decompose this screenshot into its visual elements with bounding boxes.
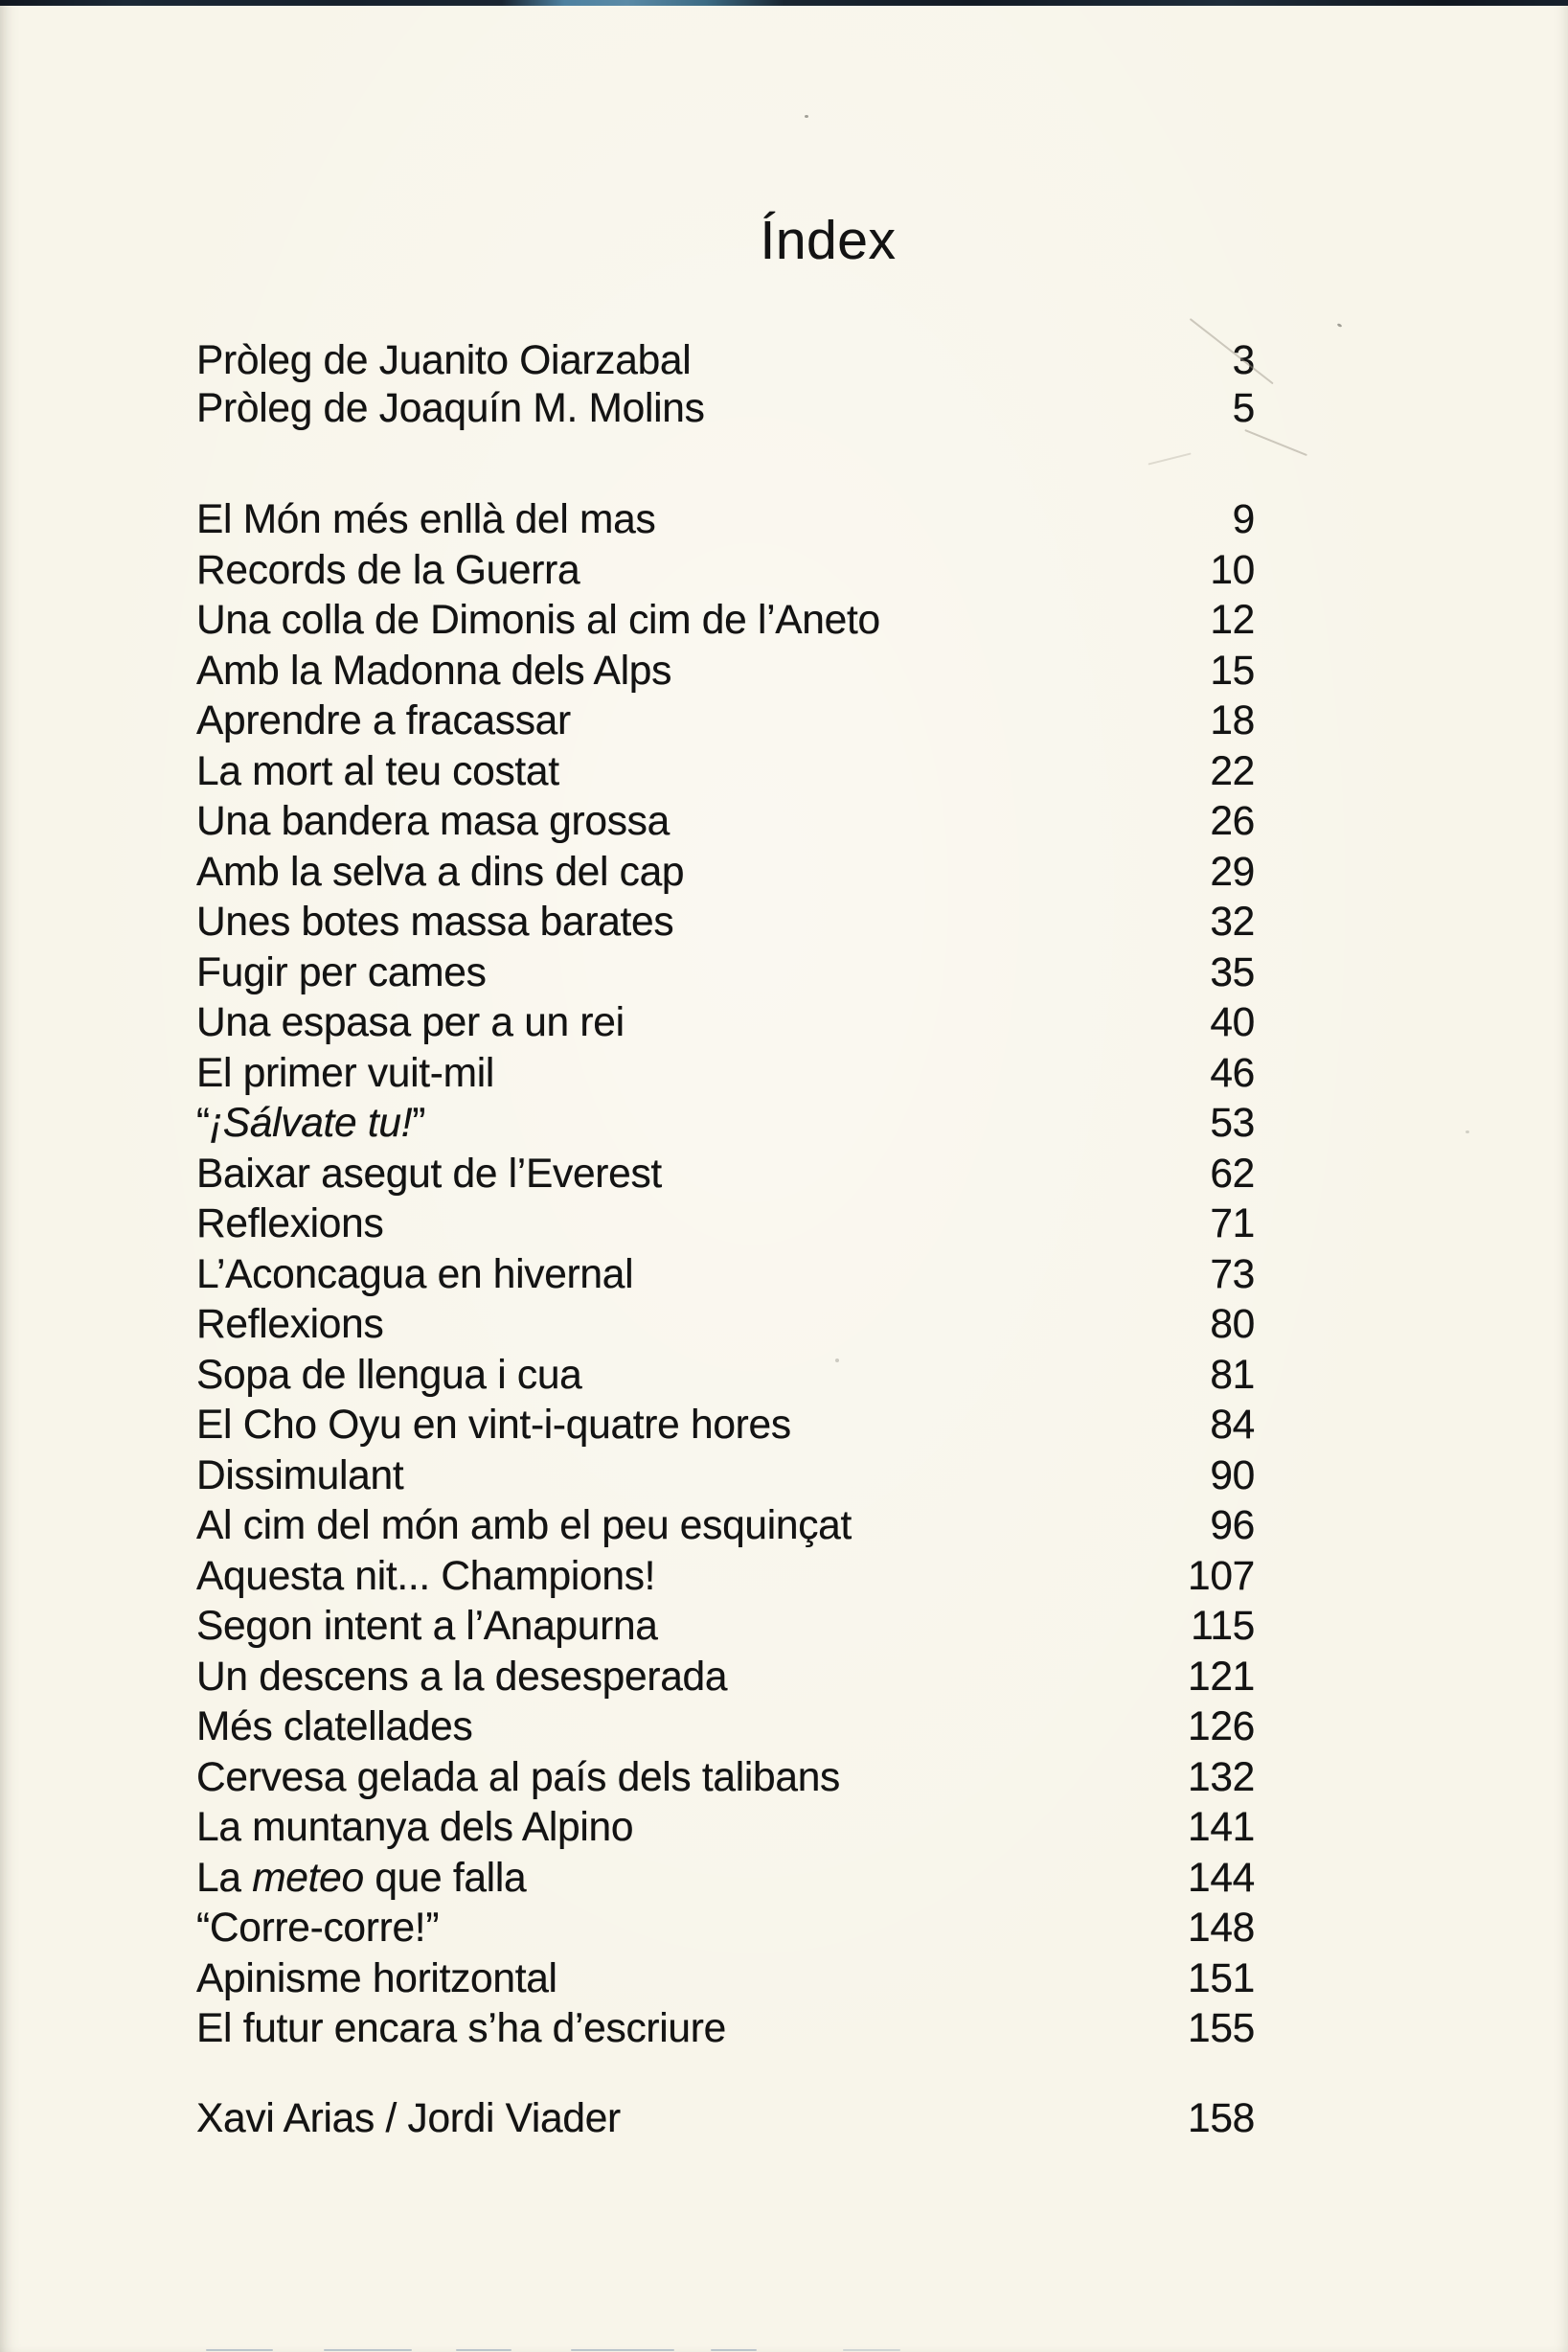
toc-entry-page: 151	[1187, 1955, 1255, 2001]
toc-entry-label: Més clatellades	[196, 1704, 473, 1749]
toc-entry-label: Aquesta nit... Champions!	[196, 1553, 656, 1599]
toc-entry-label: El primer vuit-mil	[196, 1050, 495, 1096]
toc-entry-label: Records de la Guerra	[196, 547, 580, 593]
toc-row	[196, 1702, 1255, 1753]
toc-entry-page: 46	[1210, 1050, 1255, 1096]
toc-entry-label: Aprendre a fracassar	[196, 698, 571, 743]
toc-entry-label: La mort al teu costat	[196, 748, 559, 794]
toc-entry-label: Cervesa gelada al país dels talibans	[196, 1754, 840, 1800]
toc-row	[196, 546, 1255, 597]
toc-entry-label: Un descens a la desesperada	[196, 1654, 728, 1700]
toc-entry-page: 73	[1210, 1251, 1255, 1297]
scan-bottom-mark	[324, 2349, 412, 2352]
toc-entry-page: 132	[1187, 1754, 1255, 1800]
scan-bottom-mark	[571, 2349, 674, 2352]
toc-entry-label: Al cim del món amb el peu esquinçat	[196, 1503, 852, 1548]
scan-speck-artifact	[805, 115, 808, 118]
toc-entry-label: Reflexions	[196, 1302, 384, 1347]
toc-entry-page: 84	[1210, 1403, 1255, 1448]
toc-row	[196, 1653, 1255, 1703]
toc-row	[196, 1150, 1255, 1200]
toc-row	[196, 1199, 1255, 1250]
toc-entry-label: El Cho Oyu en vint-i-quatre hores	[196, 1403, 791, 1448]
toc-row	[196, 1300, 1255, 1351]
table-of-contents	[196, 337, 1255, 2144]
toc-entry-page: 40	[1210, 1000, 1255, 1045]
toc-row	[196, 1351, 1255, 1402]
toc-row	[196, 948, 1255, 999]
toc-entry-label: La meteo que falla	[196, 1855, 527, 1901]
toc-entry-label: Segon intent a l’Anapurna	[196, 1604, 658, 1649]
toc-entry-page: 26	[1210, 799, 1255, 844]
toc-row	[196, 1501, 1255, 1552]
toc-row	[196, 596, 1255, 647]
toc-entry-page: 115	[1191, 1604, 1255, 1649]
toc-entry-page: 15	[1210, 648, 1255, 694]
scan-bottom-mark	[206, 2349, 273, 2352]
toc-row	[196, 1049, 1255, 1100]
toc-row	[196, 647, 1255, 697]
page-title: Índex	[760, 210, 897, 271]
toc-entry-label: “¡Sálvate tu!”	[196, 1101, 426, 1146]
toc-row	[196, 1954, 1255, 2005]
toc-entry-label: Baixar asegut de l’Everest	[196, 1151, 662, 1197]
toc-entry-page: 96	[1210, 1503, 1255, 1548]
toc-section-author	[196, 2094, 1255, 2145]
toc-entry-page: 71	[1210, 1201, 1255, 1246]
toc-entry-label: Apinisme horitzontal	[196, 1955, 557, 2001]
toc-entry-label: Una colla de Dimonis al cim de l’Aneto	[196, 598, 880, 643]
toc-row	[196, 848, 1255, 899]
toc-entry-page: 155	[1187, 2006, 1255, 2051]
toc-row	[196, 797, 1255, 848]
toc-entry-label: L’Aconcagua en hivernal	[196, 1251, 634, 1297]
toc-row	[196, 998, 1255, 1049]
toc-row	[196, 495, 1255, 546]
toc-entry-label: “Corre-corre!”	[196, 1906, 440, 1951]
toc-row	[196, 385, 1255, 433]
toc-entry-page: 29	[1210, 849, 1255, 895]
toc-entry-page: 158	[1187, 2095, 1255, 2141]
toc-entry-label: La muntanya dels Alpino	[196, 1805, 634, 1850]
toc-entry-label: Dissimulant	[196, 1452, 404, 1498]
toc-entry-page: 62	[1210, 1151, 1255, 1197]
toc-entry-label: Reflexions	[196, 1201, 384, 1246]
toc-entry-page: 10	[1210, 547, 1255, 593]
scan-bottom-mark	[711, 2349, 757, 2352]
toc-entry-label: Una bandera masa grossa	[196, 799, 670, 844]
toc-entry-label: Una espasa per a un rei	[196, 1000, 625, 1045]
toc-entry-page: 81	[1210, 1352, 1255, 1398]
toc-section-chapters	[196, 495, 1255, 2055]
toc-entry-label: Fugir per cames	[196, 949, 487, 995]
scan-bottom-mark	[843, 2349, 900, 2352]
toc-entry-label: El Món més enllà del mas	[196, 497, 656, 542]
toc-entry-page: 90	[1210, 1452, 1255, 1498]
toc-entry-label: Pròleg de Joaquín M. Molins	[196, 386, 705, 431]
toc-entry-label: El futur encara s’ha d’escriure	[196, 2006, 726, 2051]
toc-entry-page: 5	[1232, 386, 1255, 431]
toc-row	[196, 1904, 1255, 1954]
toc-row	[196, 1250, 1255, 1301]
toc-row	[196, 696, 1255, 747]
toc-entry-page: 126	[1187, 1704, 1255, 1749]
toc-entry-page: 12	[1210, 598, 1255, 643]
toc-entry-label: Sopa de llengua i cua	[196, 1352, 582, 1398]
toc-entry-page: 121	[1187, 1654, 1255, 1700]
toc-row	[196, 1854, 1255, 1905]
toc-entry-label: Pròleg de Juanito Oiarzabal	[196, 338, 692, 383]
toc-row	[196, 337, 1255, 385]
toc-entry-label: Unes botes massa barates	[196, 900, 674, 945]
toc-entry-page: 53	[1210, 1101, 1255, 1146]
toc-entry-page: 35	[1210, 949, 1255, 995]
scan-speck-artifact	[1466, 1130, 1469, 1133]
toc-row	[196, 1803, 1255, 1854]
toc-row	[196, 1451, 1255, 1502]
scan-bottom-edge-artifact	[0, 2346, 1568, 2352]
toc-entry-page: 3	[1232, 338, 1255, 383]
toc-row	[196, 1552, 1255, 1603]
scan-top-edge-artifact	[0, 0, 1568, 6]
toc-entry-page: 141	[1187, 1805, 1255, 1850]
toc-section-prologue	[196, 337, 1255, 433]
toc-row	[196, 2004, 1255, 2055]
toc-row	[196, 747, 1255, 798]
toc-entry-page: 22	[1210, 748, 1255, 794]
toc-row	[196, 1753, 1255, 1804]
toc-entry-page: 32	[1210, 900, 1255, 945]
toc-entry-page: 18	[1210, 698, 1255, 743]
toc-entry-page: 107	[1187, 1553, 1255, 1599]
scan-speck-artifact	[1337, 323, 1343, 328]
scan-bottom-mark	[456, 2349, 511, 2352]
toc-row	[196, 898, 1255, 948]
toc-row	[196, 1602, 1255, 1653]
toc-entry-page: 80	[1210, 1302, 1255, 1347]
toc-row	[196, 1401, 1255, 1451]
toc-row	[196, 1099, 1255, 1150]
toc-entry-page: 148	[1187, 1906, 1255, 1951]
toc-entry-page: 144	[1187, 1855, 1255, 1901]
toc-row	[196, 2094, 1255, 2145]
toc-entry-label: Xavi Arias / Jordi Viader	[196, 2095, 621, 2141]
toc-entry-label: Amb la Madonna dels Alps	[196, 648, 672, 694]
scan-speck-artifact	[835, 1359, 839, 1362]
toc-entry-page: 9	[1232, 497, 1255, 542]
toc-entry-label: Amb la selva a dins del cap	[196, 849, 685, 895]
